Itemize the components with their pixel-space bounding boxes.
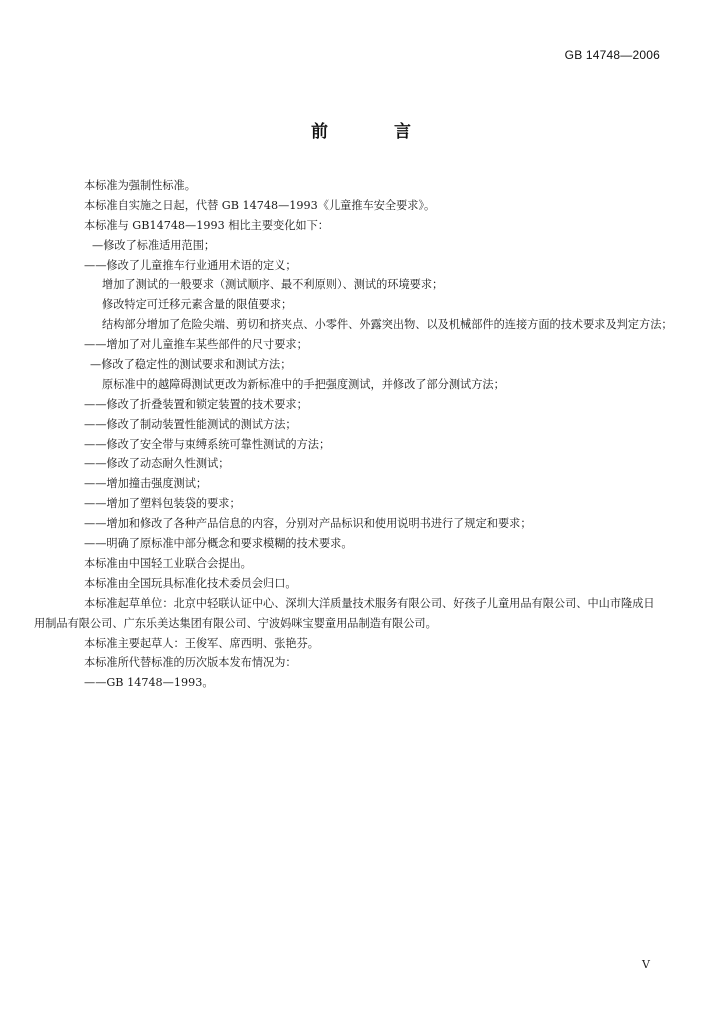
paragraph: 本标准自实施之日起，代替 GB 14748—1993《儿童推车安全要求》。 <box>84 198 436 212</box>
sub-item: 修改特定可迁移元素含量的限值要求； <box>102 298 293 312</box>
paragraph: 本标准所代替标准的历次版本发布情况为： <box>84 656 297 670</box>
list-item: ——修改了安全带与束缚系统可靠性测试的方法； <box>84 437 331 451</box>
list-item: ——修改了制动装置性能测试的测试方法； <box>84 417 297 431</box>
list-item: —修改了稳定性的测试要求和测试方法； <box>90 358 292 372</box>
paragraph: 本标准由中国轻工业联合会提出。 <box>84 556 252 570</box>
page-title: 前 言 <box>311 122 441 142</box>
list-item: —修改了标准适用范围； <box>92 238 216 252</box>
list-item: ——修改了动态耐久性测试； <box>84 457 230 471</box>
paragraph: 本标准主要起草人：王俊军、席西明、张艳芬。 <box>84 636 319 650</box>
paragraph: 本标准由全国玩具标准化技术委员会归口。 <box>84 576 297 590</box>
sub-item: 结构部分增加了危险尖端、剪切和挤夹点、小零件、外露突出物、以及机械部件的连接方面的技术要求及判定方法； <box>102 318 673 332</box>
page-number: V <box>642 958 650 971</box>
list-item: ——修改了儿童推车行业通用术语的定义； <box>84 258 297 272</box>
list-item: ——增加撞击强度测试； <box>84 477 208 491</box>
list-item: ——GB 14748—1993。 <box>84 676 214 690</box>
paragraph: 本标准起草单位：北京中轻联认证中心、深圳大洋质量技术服务有限公司、好孩子儿童用品有限公司、中山市隆成日用制品有限公司、广东乐美达集团有限公司、宁波妈咪宝婴童用品制造有限公司。 <box>34 596 655 630</box>
list-item: ——增加了塑料包装袋的要求； <box>84 497 241 511</box>
foreword-body <box>34 176 674 693</box>
list-item: ——增加了对儿童推车某些部件的尺寸要求； <box>84 338 308 352</box>
paragraph: 本标准为强制性标准。 <box>84 179 196 192</box>
list-item: ——增加和修改了各种产品信息的内容，分别对产品标识和使用说明书进行了规定和要求； <box>84 517 532 531</box>
list-item: ——明确了原标准中部分概念和要求模糊的技术要求。 <box>84 537 353 551</box>
paragraph: 本标准与 GB14748—1993 相比主要变化如下： <box>84 218 329 232</box>
sub-item: 原标准中的越障碍测试更改为新标准中的手把强度测试，并修改了部分测试方法； <box>102 377 505 391</box>
standard-number: GB 14748—2006 <box>564 48 660 62</box>
sub-item: 增加了测试的一般要求（测试顺序、最不利原则）、测试的环境要求； <box>102 278 444 292</box>
list-item: ——修改了折叠装置和锁定装置的技术要求； <box>84 397 308 411</box>
